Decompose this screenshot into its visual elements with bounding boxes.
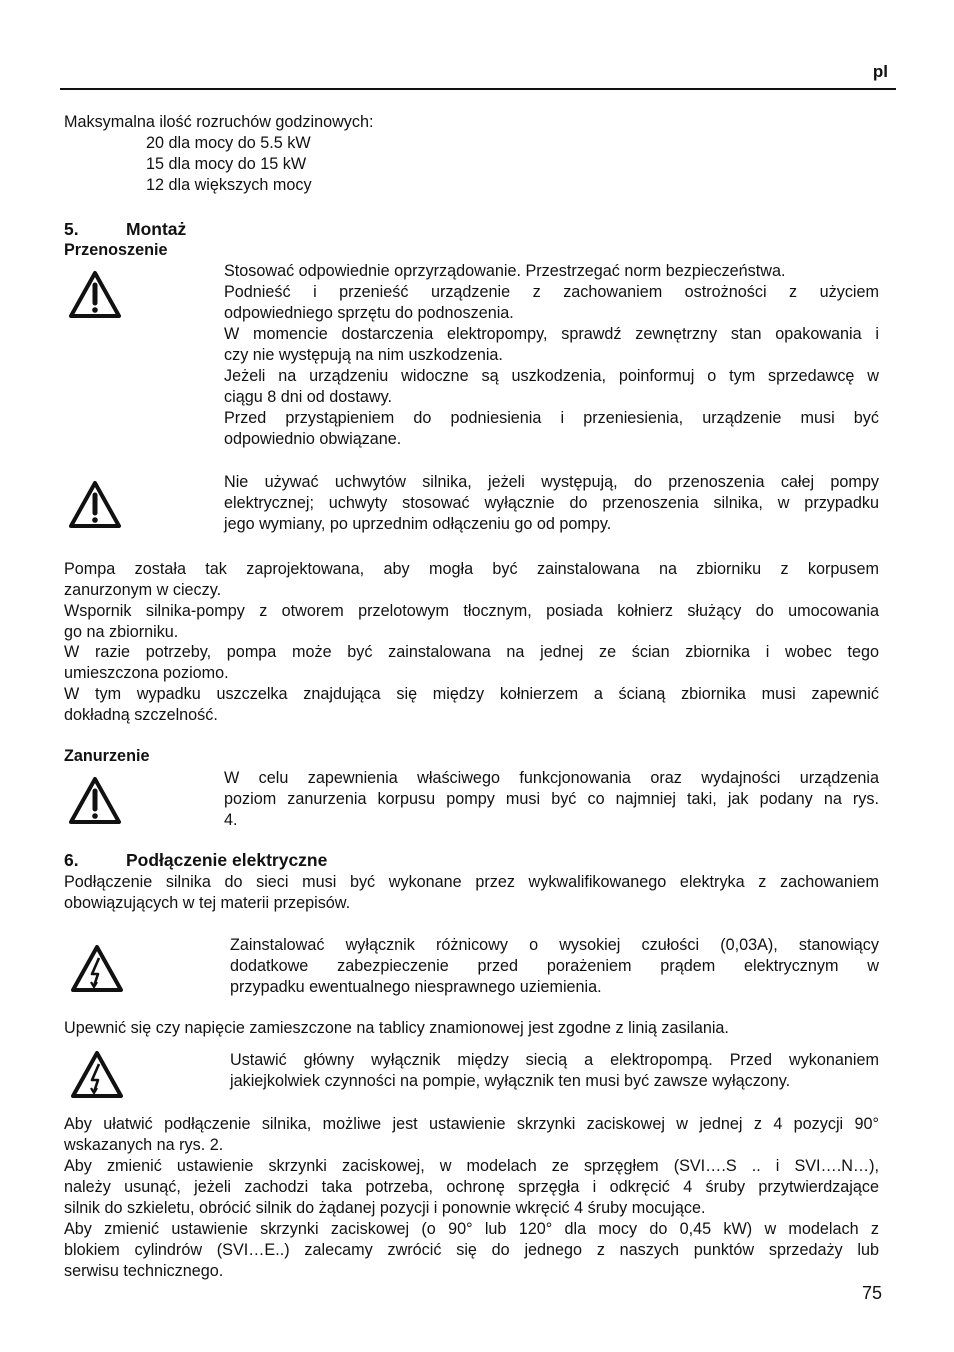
warning-triangle-icon [68,776,122,826]
motor-handles-line: Nie używać uchwytów silnika, jeżeli występują, do przenoszenia całej pompy [224,473,879,491]
transport-line: odpowiedniego sprzętu do podnoszenia. [224,304,514,322]
terminal-box-line: blokiem cylindrów (SVI…E..) zalecamy zwrócić się do jednego z naszych punktów sprzedaży lub [64,1241,879,1259]
immersion-line: W celu zapewnienia właściwego funkcjonowania oraz wydajności urządzenia [224,769,879,787]
rcd-warning-line: przypadku ewentualnego niesprawnego uziemienia. [230,978,602,996]
page-number: 75 [862,1283,883,1303]
electrical-intro-line: Podłączenie silnika do sieci musi być wykonane przez wykwalifikowanego elektryka z zachowaniem [64,873,879,891]
main-switch-line: Ustawić główny wyłącznik między siecią a elektropompą. Przed wykonaniem [230,1051,879,1069]
electrical-hazard-icon [70,944,124,994]
transport-line: W momencie dostarczenia elektropompy, sprawdź zewnętrzny stan opakowania i [224,325,879,343]
immersion-line: poziom zanurzenia korpusu pompy musi być co najmniej taki, jak podany na rys. [224,790,879,808]
transport-line: czy nie występują na nim uszkodzenia. [224,346,503,364]
installation-line: dokładną szczelność. [64,706,218,724]
installation-line: go na zbiorniku. [64,623,179,641]
transport-line: Podnieść i przenieść urządzenie z zachowaniem ostrożności z użyciem [224,283,879,301]
installation-line: W tym wypadku uszczelka znajdująca się między kołnierzem a ścianą zbiornika musi zapewnić [64,685,879,703]
section-5-number: 5. [64,219,79,239]
transport-line: ciągu 8 dni od dostawy. [224,388,392,406]
starts-item: 20 dla mocy do 5.5 kW [146,134,311,152]
terminal-box-line: Aby zmienić ustawienie skrzynki zaciskowej, w modelach ze sprzęgłem (SVI….S .. i SVI….N…), [64,1157,879,1175]
terminal-box-line: Aby zmienić ustawienie skrzynki zaciskowej (o 90° lub 120° dla mocy do 0,45 kW) w modelach z [64,1220,879,1238]
terminal-box-line: wskazanych na rys. 2. [64,1136,224,1154]
terminal-box-line: należy usunąć, jeżeli zachodzi taka potrzeba, ochronę sprzęgła i odkręcić 4 śruby przytwierdzające [64,1178,879,1196]
transport-line: Stosować odpowiednie oprzyrządowanie. Przestrzegać norm bezpieczeństwa. [224,262,786,280]
installation-line: zanurzonym w cieczy. [64,581,222,599]
warning-triangle-icon [68,270,122,320]
terminal-box-line: serwisu technicznego. [64,1262,224,1280]
starts-per-hour-lead: Maksymalna ilość rozruchów godzinowych: [64,113,374,131]
header-rule [60,88,896,90]
rcd-warning-line: Zainstalować wyłącznik różnicowy o wysokiej czułości (0,03A), stanowiący [230,936,879,954]
electrical-hazard-icon [70,1050,124,1100]
transport-subtitle: Przenoszenie [64,241,168,259]
main-switch-line: jakiejkolwiek czynności na pompie, wyłącznik ten musi być zawsze wyłączony. [230,1072,791,1090]
transport-line: Przed przystąpieniem do podniesienia i przeniesienia, urządzenie musi być [224,409,879,427]
installation-line: umieszczona poziomo. [64,664,229,682]
transport-line: odpowiednio obwiązane. [224,430,402,448]
terminal-box-line: silnik do szkieletu, obrócić silnik do żądanej pozycji i ponownie wkręcić 4 śruby mocujące. [64,1199,706,1217]
installation-line: Pompa została tak zaprojektowana, aby mogła być zainstalowana na zbiorniku z korpusem [64,560,879,578]
language-code: pl [872,62,888,81]
immersion-subtitle: Zanurzenie [64,747,150,765]
transport-line: Jeżeli na urządzeniu widoczne są uszkodzenia, poinformuj o tym sprzedawcę w [224,367,879,385]
rcd-warning-line: dodatkowe zabezpieczenie przed porażeniem prądem elektrycznym w [230,957,879,975]
section-6-number: 6. [64,850,79,870]
warning-triangle-icon [68,480,122,530]
starts-item: 15 dla mocy do 15 kW [146,155,307,173]
motor-handles-line: jego wymiany, po uprzednim odłączeniu go od pompy. [224,515,612,533]
installation-line: W razie potrzeby, pompa może być zainstalowana na jednej ze ścian zbiornika i wobec tego [64,643,879,661]
motor-handles-line: elektrycznej; uchwyty stosować wyłącznie do przenoszenia silnika, w przypadku [224,494,879,512]
terminal-box-line: Aby ułatwić podłączenie silnika, możliwe jest ustawienie skrzynki zaciskowej w jednej z 4 pozycji 90° [64,1115,879,1133]
installation-line: Wspornik silnika-pompy z otworem przelotowym tłocznym, posiada kołnierz służący do umocowania [64,602,879,620]
voltage-check-text: Upewnić się czy napięcie zamieszczone na tablicy znamionowej jest zgodne z linią zasilania. [64,1019,729,1037]
section-6-title: Podłączenie elektryczne [126,850,328,870]
section-5-title: Montaż [126,219,187,239]
electrical-intro-line: obowiązujących w tej materii przepisów. [64,894,351,912]
immersion-line: 4. [224,811,238,829]
starts-item: 12 dla większych mocy [146,176,312,194]
